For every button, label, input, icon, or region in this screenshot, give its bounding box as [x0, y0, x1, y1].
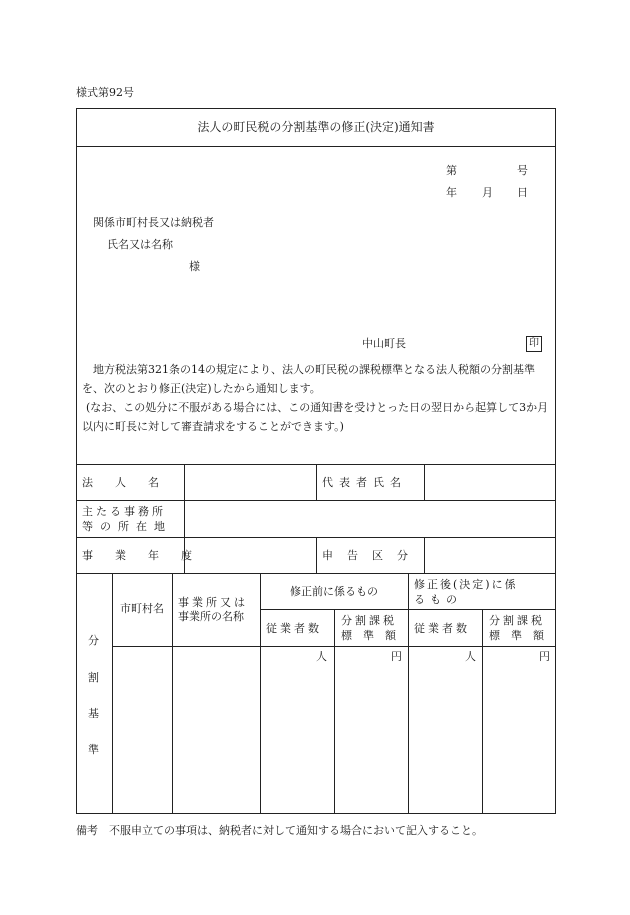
- side-label-char-2: 割: [88, 671, 99, 684]
- unit-person-before: 人: [316, 650, 327, 663]
- recipient-line1: 関係市町村長又は納税者: [93, 216, 214, 229]
- info-col-divider-2: [424, 464, 425, 501]
- seal-mark: 印: [526, 336, 542, 352]
- form-number: 様式第92号: [76, 86, 134, 99]
- label-corporate-name-text: 法人名: [82, 476, 181, 489]
- label-corporate-name: [82, 476, 181, 490]
- unit-person-after: 人: [465, 650, 476, 663]
- body-paragraph-2: (なお、この処分に不服がある場合には、この通知書を受けとった日の翌日から起算して3か月以内に町長に対して審査請求をすることができます。): [82, 401, 549, 433]
- col-tax-base-after-line2: 標準額: [489, 629, 555, 642]
- date-month: 月: [482, 186, 493, 199]
- col-employees-before: 従業者数: [266, 622, 322, 635]
- group-before-label: 修正前に係るもの: [290, 585, 378, 598]
- info-col-divider-1: [316, 464, 317, 501]
- col-municipality: 市町村名: [120, 602, 164, 615]
- table-col-divider-5: [408, 573, 409, 814]
- label-office-location-line2: 等の所在地: [82, 520, 172, 533]
- group-after-line1: 修正後(決定)に係: [414, 578, 518, 591]
- col-office-line2: 事業所の名称: [178, 610, 244, 623]
- label-filing-category: 申告区分: [322, 549, 422, 562]
- sender-name: 中山町長: [362, 337, 406, 350]
- side-label-char-4: 準: [88, 743, 99, 756]
- info-col-divider-3: [316, 537, 317, 573]
- recipient-honorific: 様: [189, 260, 200, 273]
- table-col-divider-4: [334, 609, 335, 814]
- title-divider: [76, 146, 556, 147]
- recipient-line2: 氏名又は名称: [107, 238, 173, 251]
- label-office-location-line1: 主たる事務所: [82, 505, 166, 518]
- table-col-divider-6: [482, 609, 483, 814]
- form-frame: [76, 108, 556, 814]
- table-col-divider-2: [172, 573, 173, 814]
- unit-yen-after: 円: [539, 650, 550, 663]
- side-label-char-1: 分: [88, 634, 99, 647]
- col-employees-after: 従業者数: [414, 622, 470, 635]
- label-representative-name: 代表者氏名: [322, 476, 407, 489]
- col-tax-base-after-line1: 分割課税: [489, 614, 545, 627]
- group-after-line2: るもの: [414, 593, 462, 606]
- side-label-char-3: 基: [88, 707, 99, 720]
- col-tax-base-before-line1: 分割課税: [341, 614, 397, 627]
- label-business-year: 事業年度: [82, 549, 214, 562]
- unit-yen-before: 円: [391, 650, 402, 663]
- body-paragraph-1: 地方税法第321条の14の規定により、法人の町民税の課税標準となる法人税額の分割基準を、次のとおり修正(決定)したから通知します。: [82, 363, 535, 395]
- date-year: 年: [446, 186, 457, 199]
- footer-note: 備考 不服申立ての事項は、納税者に対して通知する場合において記入すること。: [76, 824, 483, 837]
- info-col-divider-4: [424, 537, 425, 573]
- number-suffix: 号: [517, 164, 528, 177]
- document-title: 法人の町民税の分割基準の修正(決定)通知書: [197, 120, 435, 134]
- table-col-divider-3: [260, 573, 261, 814]
- date-day: 日: [517, 186, 528, 199]
- col-tax-base-before-line2: 標準額: [341, 629, 407, 642]
- number-prefix: 第: [446, 164, 457, 177]
- col-office-line1: 事業所又は: [178, 596, 248, 609]
- row-divider-3: [76, 573, 556, 574]
